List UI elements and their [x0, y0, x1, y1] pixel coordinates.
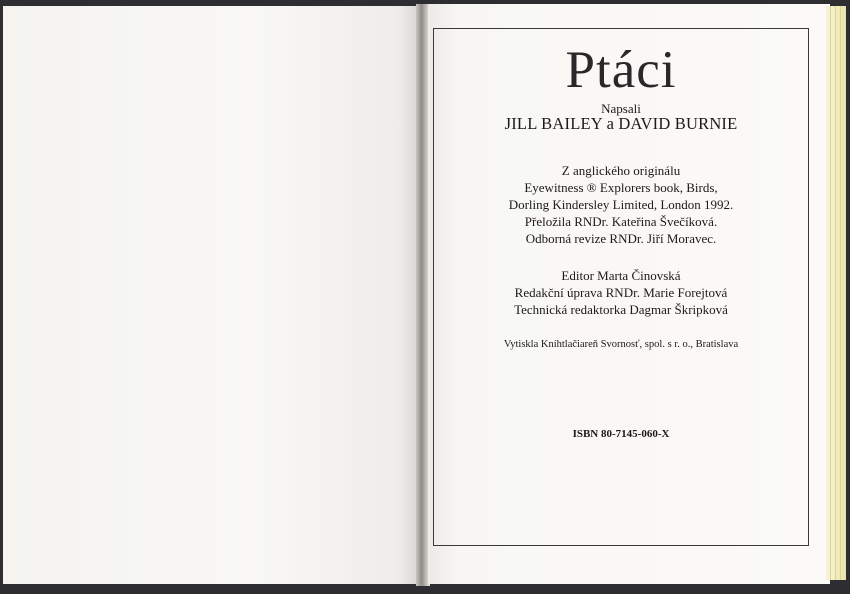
page-edges: [826, 6, 846, 580]
isbn: ISBN 80-7145-060-X: [572, 428, 670, 440]
editor-line: Editor Marta Činovská: [561, 268, 681, 283]
printer-line: Vytiskla Kníhtlačiareň Svornosť, spol. s r. o., Bratislava: [503, 339, 739, 350]
credit-line: Přeložila RNDr. Kateřina Švečíková.: [524, 214, 718, 229]
credit-line: Odborná revize RNDr. Jiří Moravec.: [525, 231, 717, 246]
editorial-credits: [433, 267, 809, 318]
left-page: [3, 6, 419, 584]
credit-line: Eyewitness ® Explorers book, Birds,: [524, 180, 718, 195]
translation-credits: [433, 162, 809, 247]
byline-label: Napsali: [601, 101, 641, 116]
book-title: Ptáci: [565, 41, 677, 99]
editor-line: Technická redaktorka Dagmar Škripková: [514, 302, 728, 317]
credit-line: Z anglického originálu: [561, 163, 681, 178]
authors: JILL BAILEY a DAVID BURNIE: [504, 114, 738, 133]
editor-line: Redakční úprava RNDr. Marie Forejtová: [514, 285, 728, 300]
credit-line: Dorling Kindersley Limited, London 1992.: [508, 197, 734, 212]
